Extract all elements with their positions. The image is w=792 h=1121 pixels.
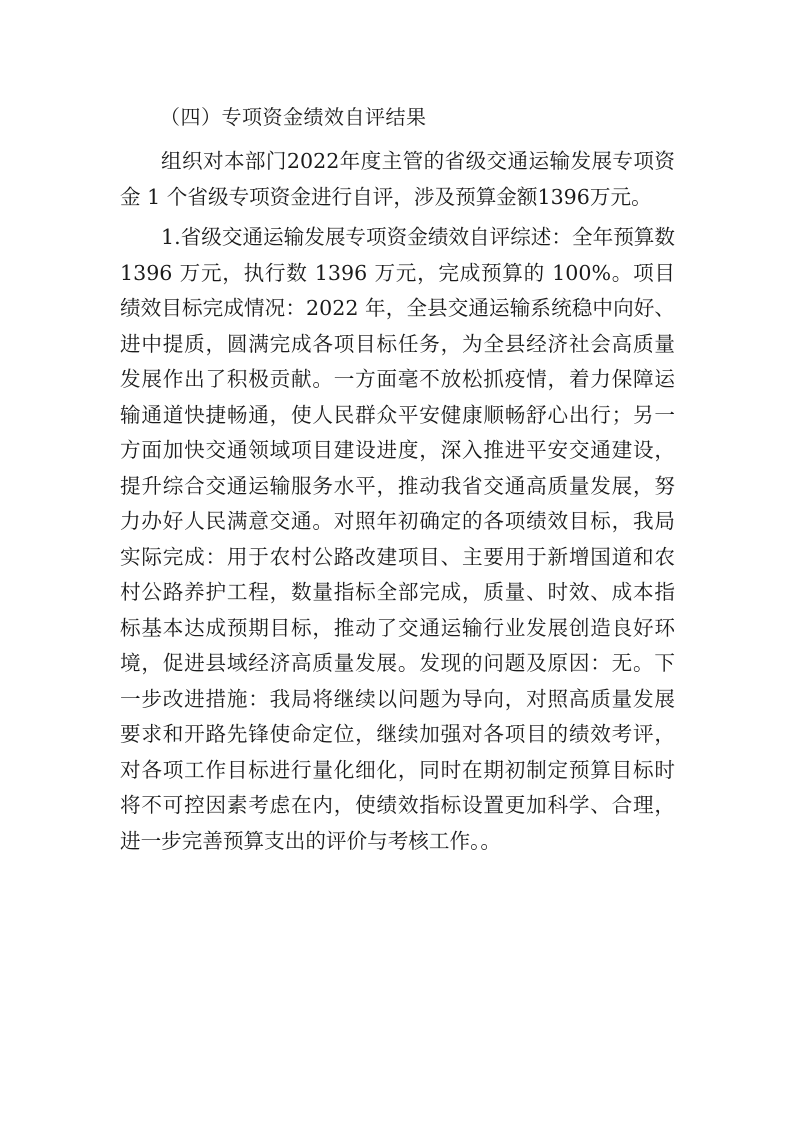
paragraph-summary: 组织对本部门2022年度主管的省级交通运输发展专项资金 1 个省级专项资金进行自评，涉及预算金额1396万元。 xyxy=(120,149,675,209)
section-heading: （四）专项资金绩效自评结果 xyxy=(160,105,427,129)
paragraph-evaluation-detail: 1.省级交通运输发展专项资金绩效自评综述：全年预算数 1396 万元，执行数 1396 万元，完成预算的 100%。项目绩效目标完成情况：2022 年，全县交通运输系统稳中向好、进中提质，圆满完成各项目标任务，为全县经济社会高质量发展作出了积极贡献。一方面毫不放松抓疫情，着力保障运输通道快捷畅通，使人民群众平安健康顺畅舒心出行；另一方面加快交通领域项目建设进度，深入推进平安交通建设，提升综合交通运输服务水平，推动我省交通高质量发展，努力办好人民满意交通。对照年初确定的各项绩效目标，我局实际完成：用于农村公路改建项目、主要用于新增国道和农村公路养护工程，数量指标全部完成，质量、时效、成本指标基本达成预期目标，推动了交通运输行业发展创造良好环境，促进县域经济高质量发展。发现的问题及原因：无。下一步改进措施：我局将继续以问题为导向，对照高质量发展要求和开路先锋使命定位，继续加强对各项目的绩效考评，对各项工作目标进行量化细化，同时在期初制定预算目标时将不可控因素考虑在内，使绩效指标设置更加科学、合理，进一步完善预算支出的评价与考核工作。。 xyxy=(120,225,675,853)
